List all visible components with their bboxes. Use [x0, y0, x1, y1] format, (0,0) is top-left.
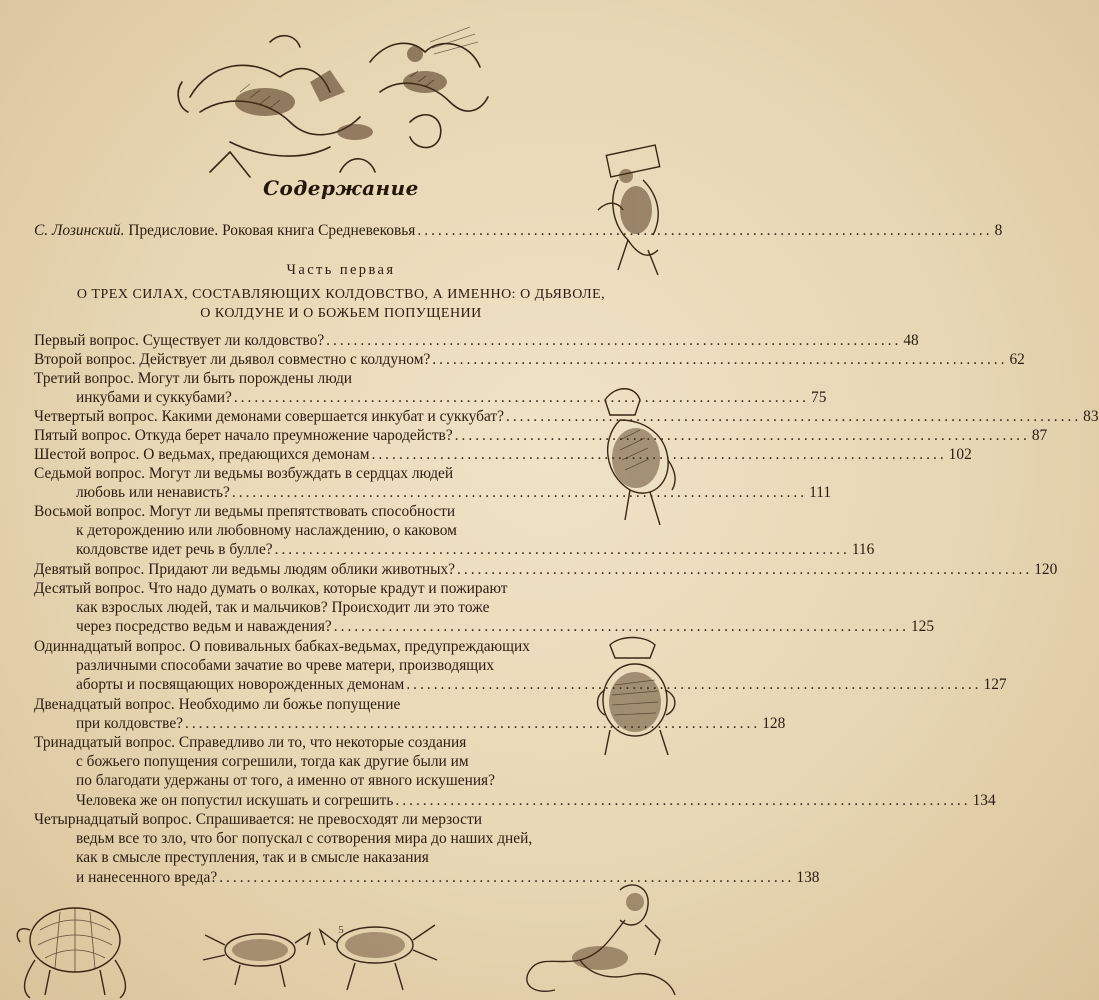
page-title: Содержание	[263, 176, 419, 200]
toc-entry[interactable]	[34, 637, 1007, 695]
page-ref: 87	[1031, 427, 1048, 444]
toc-entry[interactable]	[34, 426, 1048, 445]
leader-dots: ....................................................................................	[326, 332, 902, 349]
page-ref: 134	[972, 791, 996, 809]
entry-line: Девятый вопрос. Придают ли ведьмы людям облики животных?	[34, 561, 455, 578]
toc-entry-preface[interactable]	[34, 221, 1003, 240]
entry-line: Второй вопрос. Действует ли дьявол совместно с колдуном?	[34, 351, 431, 368]
page-ref: 48	[903, 332, 919, 349]
part-subtitle	[60, 285, 622, 323]
leader-dots: ....................................................................................	[432, 351, 1008, 368]
toc-entry[interactable]	[34, 407, 1099, 426]
entry-line: с божьего попущения согрешили, тогда как другие были им	[76, 753, 469, 771]
leader-dots: ....................................................................................	[395, 791, 971, 809]
part-heading: Часть первая	[286, 262, 396, 278]
entry-line: аборты и посвящающих новорожденных демонам	[76, 676, 405, 694]
toc-entry[interactable]	[34, 560, 1058, 579]
entry-line: Восьмой вопрос. Могут ли ведьмы препятствовать способности	[34, 503, 456, 520]
witches-flying-illustration	[170, 22, 500, 192]
page-number: 5	[338, 924, 344, 936]
toc-entry[interactable]	[34, 464, 832, 502]
part-subtitle-line: О КОЛДУНЕ И О БОЖЬЕМ ПОПУЩЕНИИ	[200, 306, 482, 321]
toc-entry[interactable]	[34, 810, 820, 887]
entry-line: как взрослых людей, так и мальчиков? Происходит ли это тоже	[76, 599, 490, 617]
preface-title: Предисловие. Роковая книга Средневековья	[128, 222, 416, 239]
page-ref: 120	[1034, 561, 1058, 578]
beasts-illustration	[195, 905, 445, 1000]
leader-dots: ....................................................................................	[371, 446, 947, 463]
dragon-demon-illustration	[510, 880, 682, 1000]
entry-line: Человека же он попустил искушать и согрешить	[76, 791, 394, 809]
page-ref: 75	[811, 389, 827, 407]
entry-line: Третий вопрос. Могут ли быть порождены люди	[34, 370, 353, 387]
entry-line: колдовстве идет речь в булле?	[76, 541, 273, 559]
leader-dots: ....................................................................................	[233, 389, 810, 407]
entry-line: Пятый вопрос. Откуда берет начало преумножение чародейств?	[34, 427, 453, 444]
page-ref: 116	[851, 541, 875, 559]
toc-entry[interactable]	[34, 369, 827, 407]
page-ref: 102	[948, 446, 972, 463]
entry-line: Первый вопрос. Существует ли колдовство?	[34, 332, 325, 349]
demon-with-book-illustration	[588, 140, 682, 280]
entry-line: как в смысле преступления, так и в смысле наказания	[76, 849, 429, 867]
page-ref: 8	[994, 222, 1003, 239]
leader-dots: ....................................................................................	[406, 676, 982, 694]
entry-line: при колдовстве?	[76, 715, 183, 733]
entry-line: различными способами зачатие во чреве матери, производящих	[76, 657, 495, 675]
leader-dots: ....................................................................................	[454, 427, 1030, 444]
leader-dots: ....................................................................................	[333, 618, 909, 636]
entry-line: к деторождению или любовному наслаждению, о каковом	[76, 522, 457, 540]
entry-line: Шестой вопрос. О ведьмах, предающихся демонам	[34, 446, 370, 463]
toc-entry[interactable]	[34, 695, 786, 733]
leader-dots: ....................................................................................	[231, 484, 808, 502]
entry-line: инкубами и суккубами?	[76, 389, 232, 407]
leader-dots: ....................................................................................	[417, 222, 993, 239]
part-subtitle-line: О ТРЕХ СИЛАХ, СОСТАВЛЯЮЩИХ КОЛДОВСТВО, А ИМЕННО: О ДЬЯВОЛЕ,	[76, 287, 606, 302]
leader-dots: ....................................................................................	[457, 561, 1033, 578]
toc-entry[interactable]	[34, 350, 1025, 369]
entry-line: по благодати удержаны от того, а именно от явного искушения?	[76, 772, 495, 790]
entry-line: Четвертый вопрос. Какими демонами совершается инкубат и суккубат?	[34, 408, 504, 425]
page-ref: 138	[796, 868, 820, 886]
toc-entry[interactable]	[34, 331, 919, 350]
toc-entry[interactable]	[34, 502, 875, 560]
leader-dots: ....................................................................................	[184, 715, 761, 733]
page-ref: 111	[809, 484, 832, 502]
entry-line: и нанесенного вреда?	[76, 868, 218, 886]
toc-entry[interactable]	[34, 445, 972, 464]
page-ref: 127	[983, 676, 1007, 694]
leader-dots: ....................................................................................	[274, 541, 850, 559]
entry-line: любовь или ненависть?	[76, 484, 230, 502]
entry-line: Четырнадцатый вопрос. Спрашивается: не превосходят ли мерзости	[34, 811, 482, 828]
page-ref: 83	[1083, 408, 1099, 425]
leader-dots: ....................................................................................	[219, 868, 795, 886]
tortoise-demon-illustration	[10, 890, 140, 1000]
entry-line: через посредство ведьм и наваждения?	[76, 618, 332, 636]
page-ref: 128	[762, 715, 786, 733]
page-ref: 125	[910, 618, 935, 636]
entry-line: Двенадцатый вопрос. Необходимо ли божье попущение	[34, 696, 401, 713]
page-ref: 62	[1009, 351, 1025, 368]
entry-line: Тринадцатый вопрос. Справедливо ли то, что некоторые создания	[34, 734, 467, 751]
entry-line: Десятый вопрос. Что надо думать о волках, которые крадут и пожирают	[34, 580, 508, 597]
entry-line: ведьм все то зло, что бог попускал с сотворения мира до наших дней,	[76, 830, 533, 848]
entry-line: Седьмой вопрос. Могут ли ведьмы возбуждать в сердцах людей	[34, 465, 454, 482]
toc-entry[interactable]	[34, 733, 996, 810]
leader-dots: ....................................................................................	[505, 408, 1082, 425]
entry-line: Одиннадцатый вопрос. О повивальных бабках-ведьмах, предупреждающих	[34, 638, 530, 655]
toc-entry[interactable]	[34, 579, 935, 637]
pot-bellied-demon-illustration	[590, 630, 682, 760]
preface-author: С. Лозинский.	[34, 222, 125, 239]
